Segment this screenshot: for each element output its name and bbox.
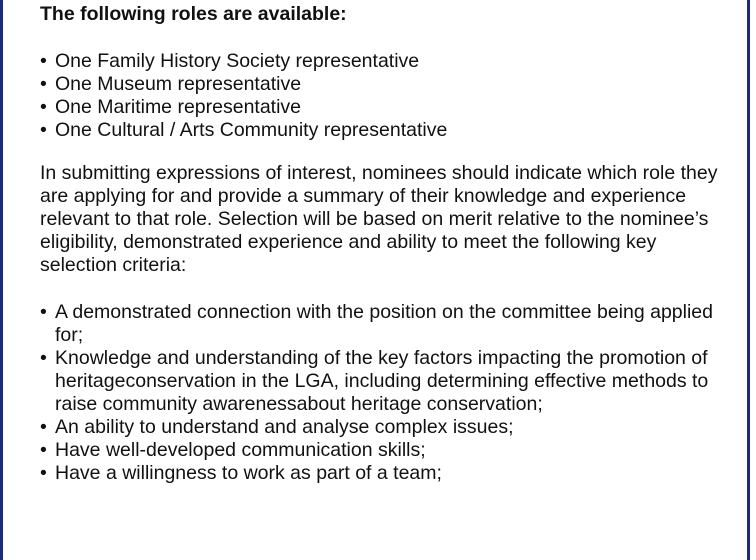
roles-heading: The following roles are available: bbox=[40, 3, 347, 25]
criterion-text: An ability to understand and analyse complex issues; bbox=[55, 416, 514, 438]
role-text: One Cultural / Arts Community representative bbox=[55, 119, 448, 141]
list-item bbox=[40, 301, 730, 347]
list-item bbox=[40, 462, 730, 485]
criterion-text: Have well-developed communication skills; bbox=[55, 439, 426, 461]
list-item bbox=[40, 96, 447, 119]
criterion-text: Knowledge and understanding of the key factors impacting the promotion of heritageconservation in the LGA, including determining effective methods to raise community awarenessabout heritage conservation; bbox=[55, 347, 709, 415]
role-text: One Family History Society representative bbox=[55, 50, 420, 72]
bullet-icon: • bbox=[40, 462, 47, 484]
list-item bbox=[40, 119, 447, 142]
list-item bbox=[40, 439, 730, 462]
list-item bbox=[40, 73, 447, 96]
list-item bbox=[40, 347, 730, 416]
bullet-icon: • bbox=[40, 119, 47, 141]
bullet-icon: • bbox=[40, 50, 47, 72]
bullet-icon: • bbox=[40, 416, 47, 438]
bullet-icon: • bbox=[40, 73, 47, 95]
bullet-icon: • bbox=[40, 347, 47, 369]
list-item bbox=[40, 50, 447, 73]
bullet-icon: • bbox=[40, 96, 47, 118]
criteria-list bbox=[40, 301, 730, 485]
role-text: One Museum representative bbox=[55, 73, 302, 95]
roles-list bbox=[40, 50, 447, 142]
list-item bbox=[40, 416, 730, 439]
role-text: One Maritime representative bbox=[55, 96, 302, 118]
bullet-icon: • bbox=[40, 301, 47, 323]
instructions-paragraph: In submitting expressions of interest, nominees should indicate which role they are applying for and provide a summary of their knowledge and experience relevant to that role. Selection will be based on merit relative to the nominee’s eligibility, demonstrated experience and ability to meet the following key selection criteria: bbox=[40, 162, 718, 276]
criterion-text: A demonstrated connection with the position on the committee being applied for; bbox=[55, 301, 714, 346]
bullet-icon: • bbox=[40, 439, 47, 461]
criterion-text: Have a willingness to work as part of a team; bbox=[55, 462, 442, 484]
